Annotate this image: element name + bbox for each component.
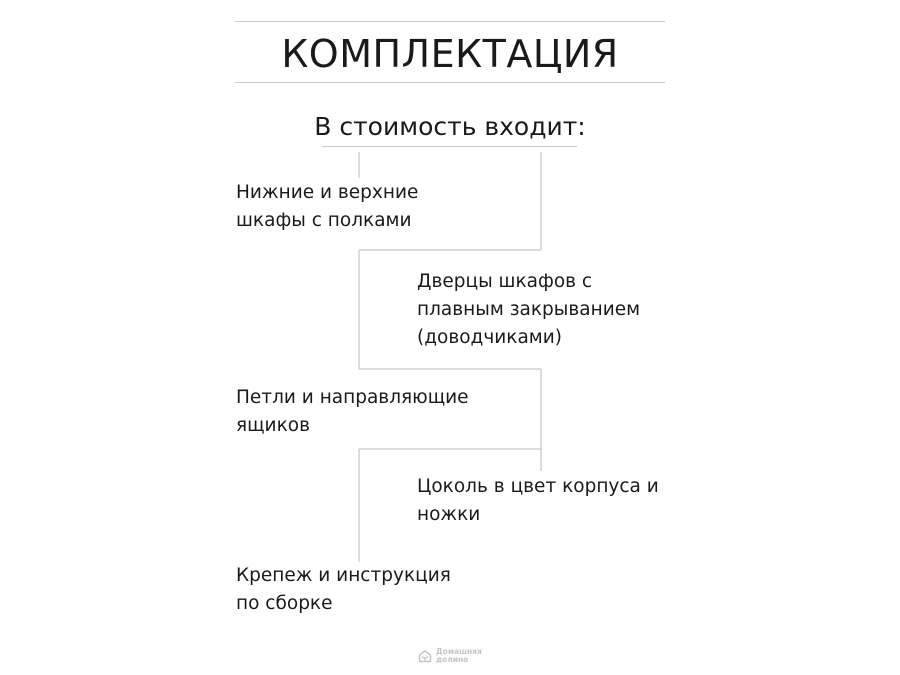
list-item: [236, 179, 418, 235]
page-subtitle: В стоимость входит:: [314, 112, 586, 141]
brand-logo-line: Домашняя: [436, 647, 482, 656]
list-item-line: ножки: [417, 504, 481, 525]
list-item-line: Цоколь в цвет корпуса и: [417, 476, 659, 497]
list-item-line: Крепеж и инструкция: [236, 565, 451, 586]
brand-logo-text: [436, 648, 482, 664]
page-title: КОМПЛЕКТАЦИЯ: [281, 32, 619, 76]
list-item: [236, 562, 451, 618]
brand-logo: [418, 648, 482, 664]
list-item-line: (доводчиками): [417, 327, 563, 348]
list-item: [417, 473, 659, 529]
list-item: [417, 268, 640, 352]
list-item-line: плавным закрыванием: [417, 299, 641, 320]
list-item-line: Нижние и верхние: [236, 182, 419, 203]
list-item-line: Петли и направляющие: [236, 387, 469, 408]
list-item-line: Дверцы шкафов с: [417, 271, 593, 292]
list-item: [236, 384, 469, 440]
list-item-line: ящиков: [236, 415, 310, 436]
list-item-line: шкафы с полками: [236, 210, 412, 231]
house-box-icon: [418, 649, 432, 663]
brand-logo-line: долина: [436, 655, 469, 664]
list-item-line: по сборке: [236, 593, 333, 614]
